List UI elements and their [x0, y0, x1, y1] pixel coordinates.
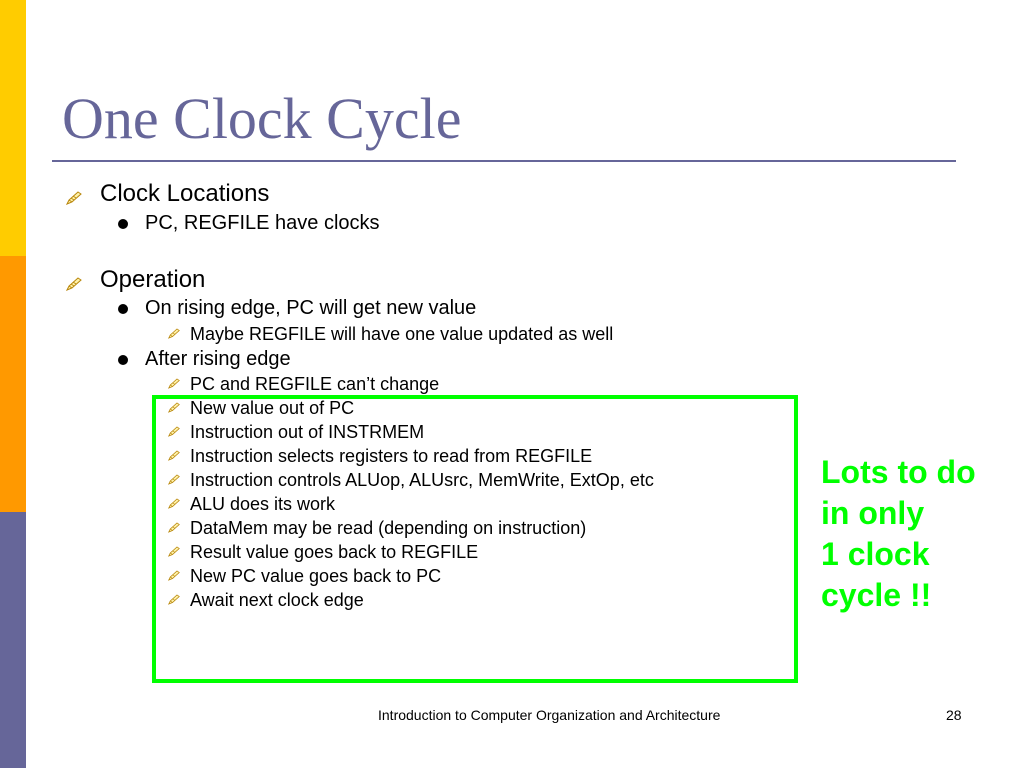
- pencil-bullet-icon: [66, 277, 82, 291]
- accent-bar-yellow: [0, 0, 26, 256]
- bullet-clock-locations: Clock Locations: [100, 180, 270, 207]
- highlight-box: [152, 395, 798, 683]
- sub-bullet-after-item: New PC value goes back to PC: [190, 566, 442, 586]
- callout-line-1: Lots to do: [821, 454, 976, 490]
- round-bullet-icon: [118, 304, 128, 314]
- bullet-rising-edge: On rising edge, PC will get new value: [145, 297, 477, 319]
- sub-bullet-after-item: PC and REGFILE can’t change: [190, 374, 440, 394]
- sub-bullet-after-item: Await next clock edge: [190, 590, 364, 610]
- footer-course-title: Introduction to Computer Organization and Architecture: [378, 707, 721, 723]
- sub-bullet-after-item: ALU does its work: [190, 494, 336, 514]
- pencil-bullet-icon: [168, 328, 180, 339]
- slide-title: One Clock Cycle: [62, 86, 462, 151]
- bullet-pc-regfile-clocks: PC, REGFILE have clocks: [145, 212, 380, 234]
- sub-bullet-after-item: Instruction out of INSTRMEM: [190, 422, 425, 442]
- callout-line-3: 1 clock: [821, 536, 930, 572]
- title-divider: [52, 160, 956, 162]
- sub-bullet-after-item: Result value goes back to REGFILE: [190, 542, 479, 562]
- sub-bullet-after-item: DataMem may be read (depending on instruction): [190, 518, 587, 538]
- sub-bullet-after-item: New value out of PC: [190, 398, 355, 418]
- callout-line-2: in only: [821, 495, 925, 531]
- accent-bar-purple: [0, 512, 26, 768]
- page-number: 28: [946, 707, 962, 723]
- sub-bullet-after-item: Instruction controls ALUop, ALUsrc, MemWrite, ExtOp, etc: [190, 470, 654, 490]
- sub-bullet-maybe-regfile: Maybe REGFILE will have one value updated as well: [190, 324, 614, 344]
- sub-bullet-after-item: Instruction selects registers to read from REGFILE: [190, 446, 593, 466]
- pencil-bullet-icon: [66, 191, 82, 205]
- bullet-operation: Operation: [100, 266, 206, 293]
- round-bullet-icon: [118, 355, 128, 365]
- accent-bar-orange: [0, 256, 26, 512]
- round-bullet-icon: [118, 219, 128, 229]
- callout-lots-to-do: [821, 452, 976, 616]
- pencil-bullet-icon: [168, 378, 180, 389]
- callout-line-4: cycle !!: [821, 577, 932, 613]
- bullet-after-rising-edge: After rising edge: [145, 348, 291, 370]
